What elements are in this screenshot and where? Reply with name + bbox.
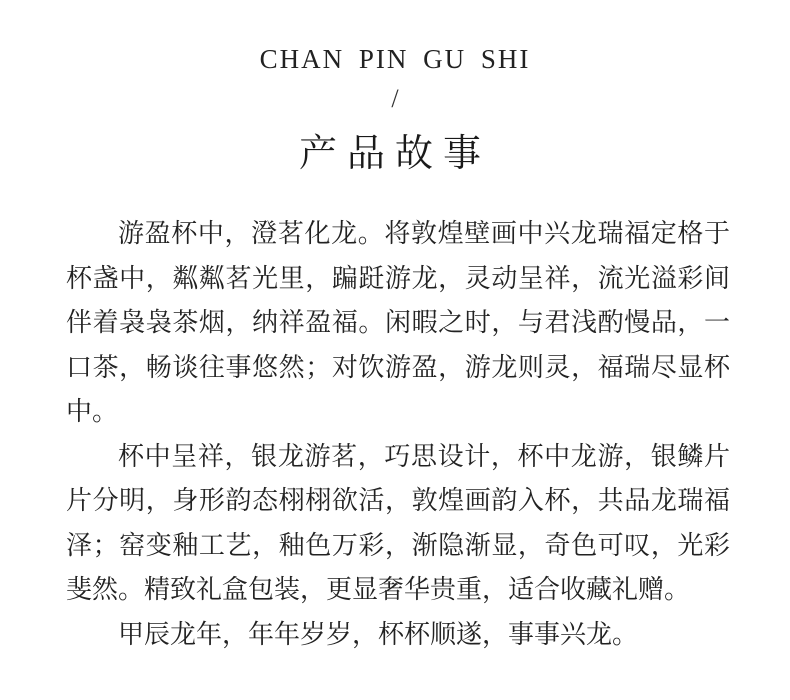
story-body (66, 212, 730, 657)
story-paragraph: 甲辰龙年，年年岁岁，杯杯顺遂，事事兴龙。 (118, 619, 639, 650)
slash-divider: / (391, 84, 399, 113)
page-title: 产品故事 (298, 131, 491, 175)
pinyin-subtitle: CHAN PIN GU SHI (259, 44, 531, 74)
story-paragraph: 游盈杯中，澄茗化龙。将敦煌壁画中兴龙瑞福定格于杯盏中，粼粼茗光里，蹁跹游龙，灵动呈祥，流光溢彩间伴着袅袅茶烟，纳祥盈福。闲暇之时，与君浅酌慢品，一口茶，畅谈往事悠然；对饮游盈，游龙则灵，福瑞尽显杯中。 (66, 219, 730, 427)
story-paragraph: 杯中呈祥，银龙游茗，巧思设计，杯中龙游，银鳞片片分明，身形韵态栩栩欲活，敦煌画韵入杯，共品龙瑞福泽；窑变釉工艺，釉色万彩，渐隐渐显，奇色可叹，光彩斐然。精致礼盒包装，更显奢华贵重，适合收藏礼赠。 (66, 441, 730, 605)
